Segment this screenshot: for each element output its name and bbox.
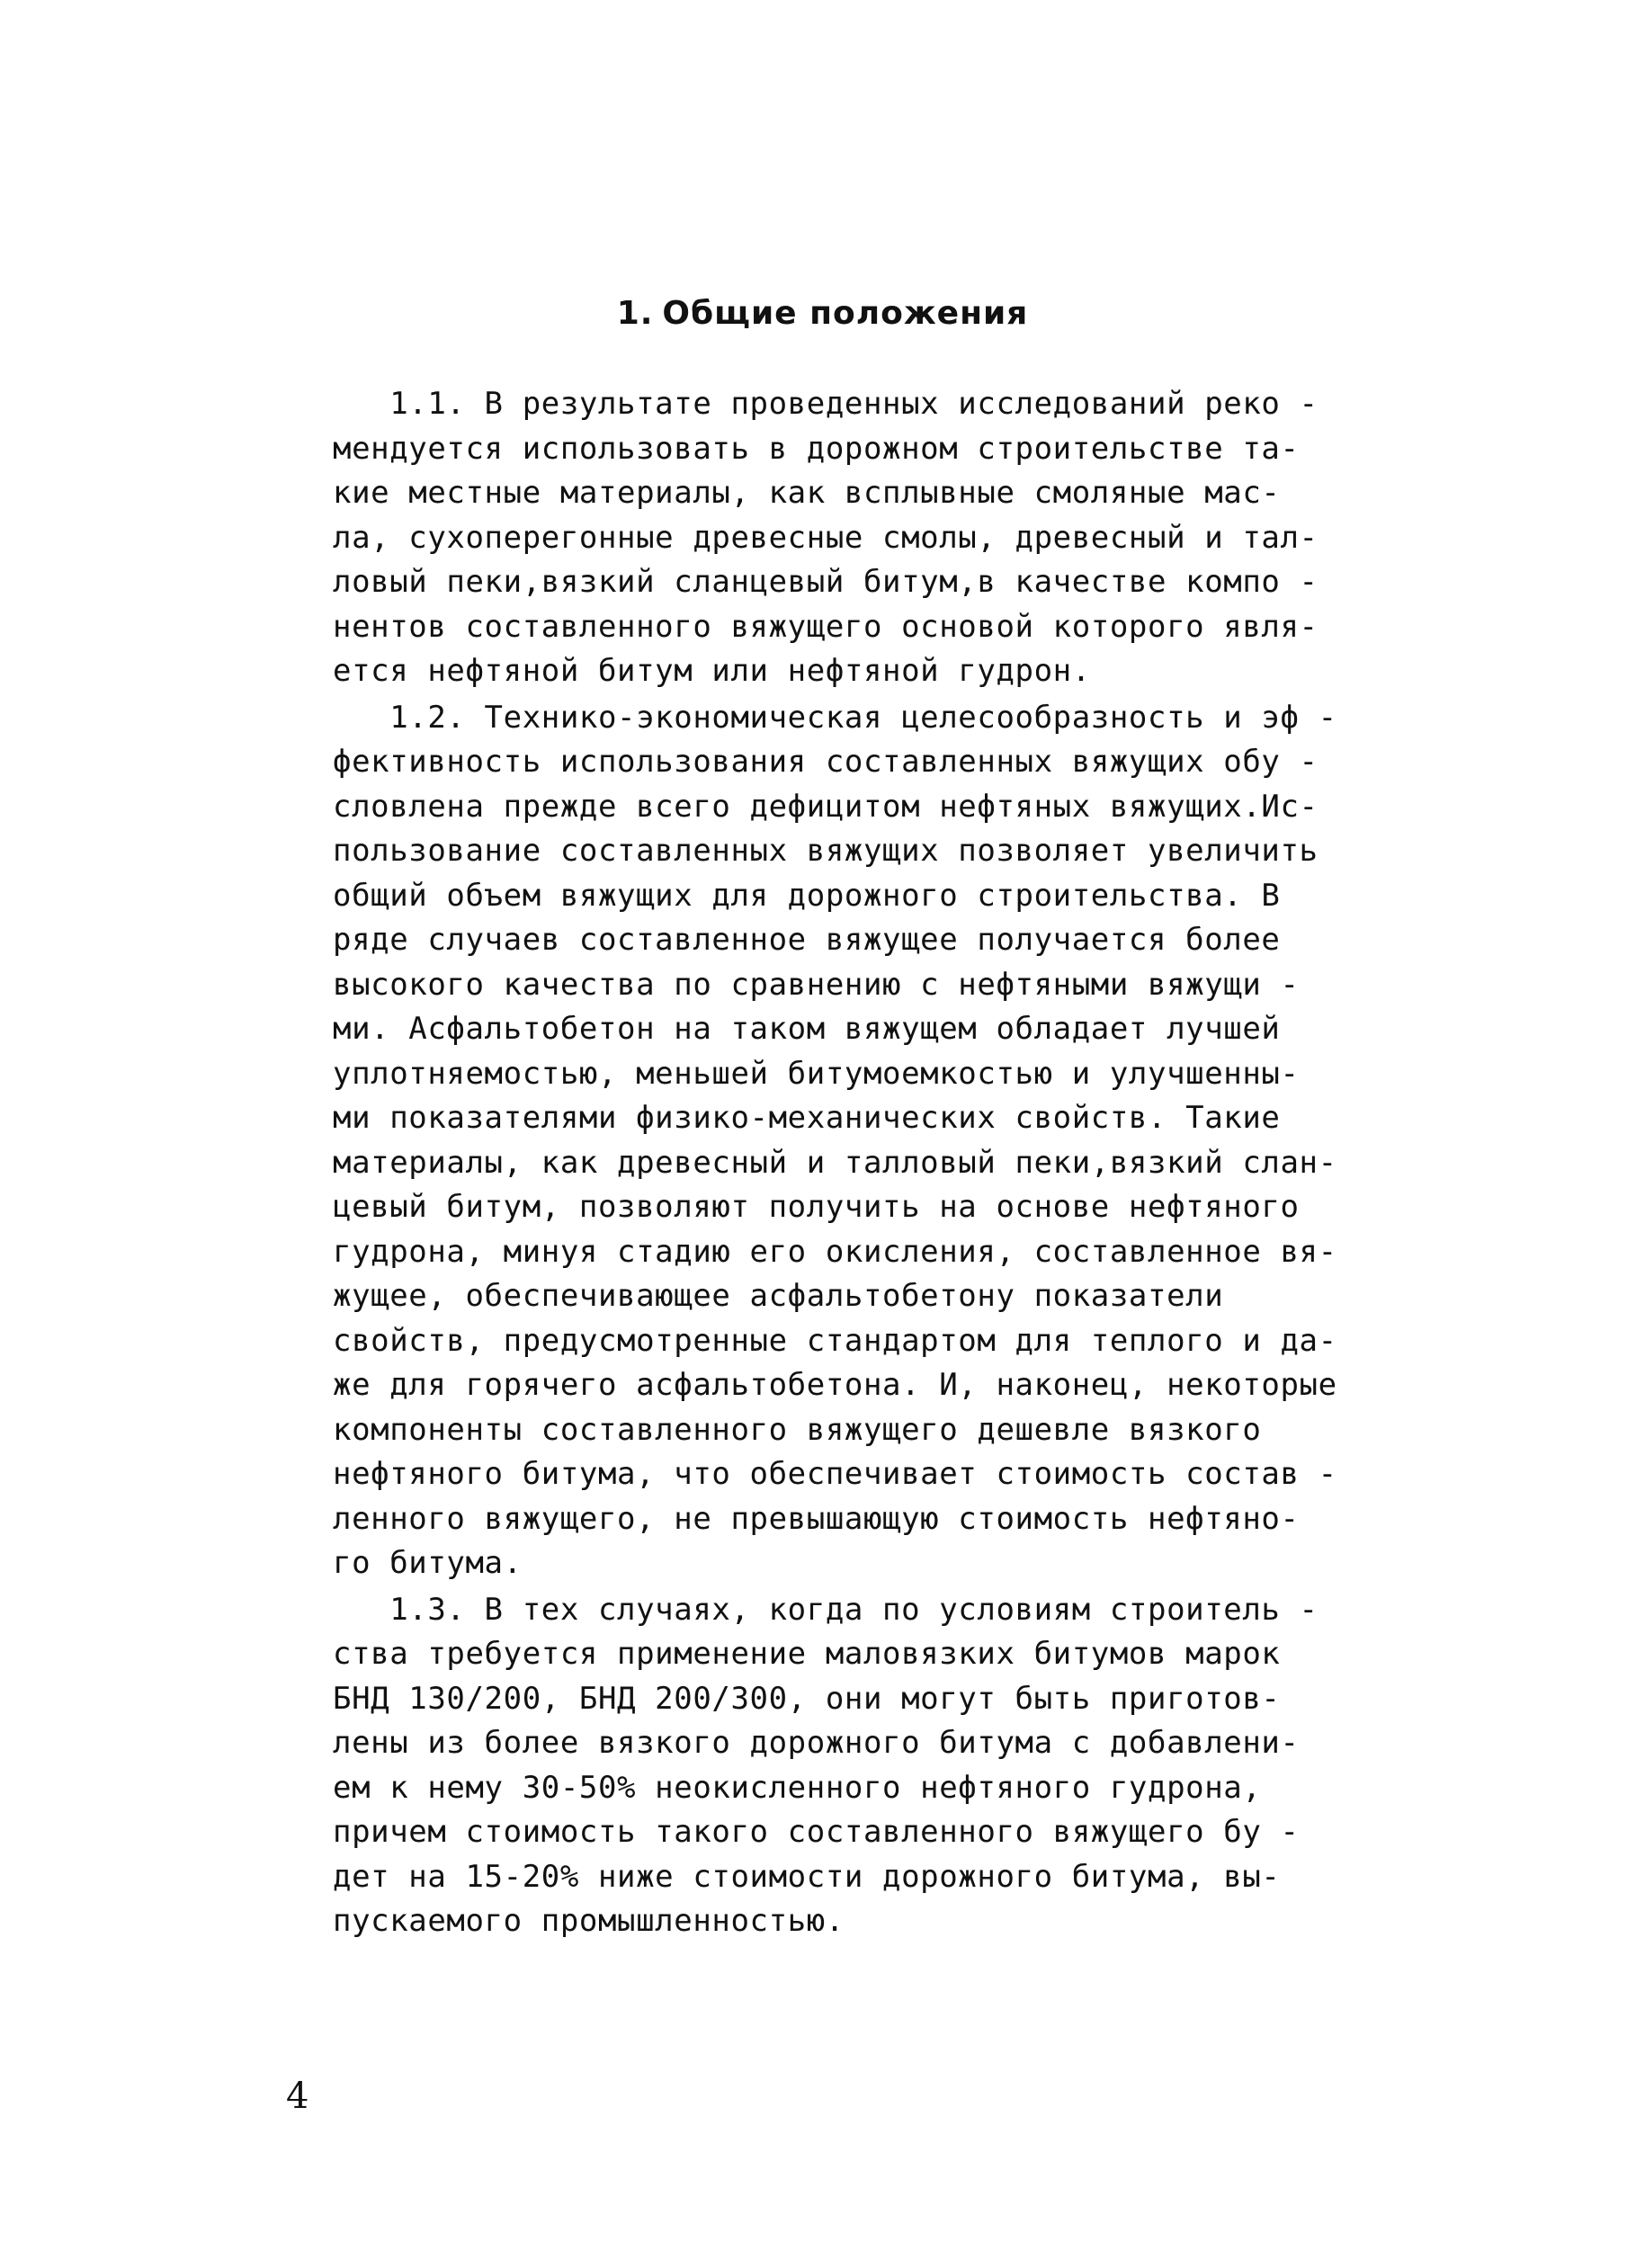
text-line: ряде случаев составленное вяжущее получается более [333,922,1281,958]
text-line: жущее, обеспечивающее асфальтобетону показатели [333,1278,1224,1314]
text-line: ется нефтяной битум или нефтяной гудрон. [333,653,1091,689]
text-line: лены из более вязкого дорожного битума с добавлени- [333,1725,1300,1761]
text-line: ми. Асфальтобетон на таком вяжущем обладает лучшей [333,1011,1281,1047]
text-line: компоненты составленного вяжущего дешевле вязкого [333,1411,1262,1448]
text-line: нентов составленного вяжущего основой которого явля- [333,608,1319,645]
text-line: нефтяного битума, что обеспечивает стоимость состав - [333,1456,1337,1492]
text-line: цевый битум, позволяют получить на основе нефтяного [333,1189,1300,1225]
text-line: кие местные материалы, как всплывные смоляные мас- [333,475,1281,511]
text-line: свойств, предусмотренные стандартом для теплого и да- [333,1322,1337,1359]
text-line: уплотняемостью, меньшей битумоемкостью и улучшенны- [333,1055,1300,1092]
text-line: го битума. [333,1545,523,1581]
text-line: 1.1. В результате проведенных исследований реко - [333,386,1319,422]
text-line: 1.3. В тех случаях, когда по условиям строитель - [333,1591,1319,1628]
page-number: 4 [286,2076,309,2117]
text-line: дет на 15-20% ниже стоимости дорожного битума, вы- [333,1858,1281,1895]
paragraph-1-1 [333,382,1448,694]
text-line: ства требуется применение маловязких битумов марок [333,1636,1281,1672]
section-title-text: Общие положения [662,295,1029,332]
text-line: словлена прежде всего дефицитом нефтяных вяжущих.Ис- [333,788,1319,825]
section-title [0,295,1645,332]
text-line: ловый пеки,вязкий сланцевый битум,в качестве компо - [333,564,1319,600]
paragraph-1-2 [333,696,1448,1586]
section-number: 1. [616,295,654,332]
text-line: мендуется использовать в дорожном строительстве та- [333,430,1300,467]
text-line: общий объем вяжущих для дорожного строительства. В [333,877,1281,914]
text-line: пользование составленных вяжущих позволяет увеличить [333,833,1319,869]
text-line: пускаемого промышленностью. [333,1903,845,1939]
text-line: причем стоимость такого составленного вяжущего бу - [333,1814,1300,1850]
text-line: ем к нему 30-50% неокисленного нефтяного гудрона, [333,1769,1262,1806]
text-line: высокого качества по сравнению с нефтяными вяжущи - [333,966,1300,1003]
paragraph-1-3 [333,1588,1448,1944]
text-line: 1.2. Технико-экономическая целесообразность и эф - [333,699,1337,736]
body-text [333,382,1448,1946]
text-line: гудрона, минуя стадию его окисления, составленное вя- [333,1233,1337,1270]
text-line: ла, сухоперегонные древесные смолы, древесный и тал- [333,519,1319,556]
text-line: материалы, как древесный и талловый пеки,вязкий слан- [333,1144,1337,1181]
text-line: ленного вяжущего, не превышающую стоимость нефтяно- [333,1500,1300,1537]
text-line: же для горячего асфальтобетона. И, наконец, некоторые [333,1367,1337,1403]
text-line: фективность использования составленных вяжущих обу - [333,744,1319,780]
text-line: ми показателями физико-механических свойств. Такие [333,1100,1281,1136]
text-line: БНД 130/200, БНД 200/300, они могут быть приготов- [333,1680,1281,1717]
